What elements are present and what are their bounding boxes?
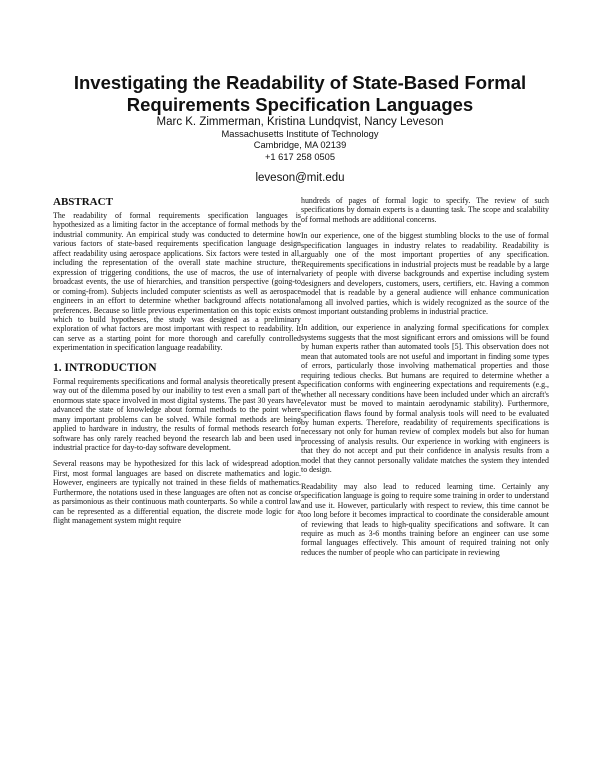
- author-list: Marc K. Zimmerman, Kristina Lundqvist, Nancy Leveson: [156, 116, 444, 128]
- paper-title: [40, 72, 560, 116]
- abstract-paragraph: The readability of formal requirements specification languages is hypothesized as a limiting factor in the acceptance of formal methods by the industrial community. An empirical study was conducted to determine how various factors of state-based requirements specification language design affect readability using aerospace applications. Six factors were tested in all, including the representation of the overall state machine structure, the expression of triggering conditions, the use of macros, the use of internal broadcast events, the use of hierarchies, and transition perspective (going-to or coming-from). Subjects included computer scientists as well as aerospace engineers in an effort to determine whether background affects notational preferences. Because so little previous experimentation on this topic exists on which to build hypotheses, the study was designed as a preliminary exploration of what factors are most important with respect to readability. It can serve as a starting point for more thorough and carefully controlled experimentation in specification language readability.: [53, 211, 301, 353]
- author-email: leveson@mit.edu: [255, 172, 345, 184]
- body-paragraph-4: Readability may also lead to reduced learning time. Certainly any specification language is going to require some training in order to understand and use it. However, particularly with respect to review, this time cannot be too long before it becomes impractical to coordinate the considerable amount of reviewing that leads to high-quality specifications and software. It can require as much as 3-6 months training before an engineer can use some formal languages effectively. This amount of required training not only reduces the number of people who can participate in reviewing: [301, 481, 549, 557]
- abstract-heading: ABSTRACT: [53, 196, 113, 208]
- body-paragraph-3: In addition, our experience in analyzing formal specifications for complex systems suggests that the most significant errors and omissions will be found by human experts rather than automated tools [5]. This observation does not mean that automated tools are not useful and important in finding some types of errors, particularly those involving mathematical properties and those requiring tedious checks. But humans are required to determine whether a specification conforms with engineering expectations and requirements (e.g., whether all necessary conditions have been included under which an aircraft's elevator must be moved to maintain aerodynamic stability). Furthermore, specification flaws found by formal analysis tools will need to be evaluated by human experts. Therefore, readability of requirements specifications is necessary not only for human review of complex models but also for human processing of analysis results. Our experience in working with engineers is that they do not accept and put their confidence in analysis results from a model that they cannot personally validate matches the system they intended to design.: [301, 323, 549, 475]
- affiliation-block: [40, 129, 560, 163]
- left-column: [53, 196, 301, 533]
- affiliation-institution: Massachusetts Institute of Technology: [221, 129, 379, 139]
- right-column: [301, 196, 549, 564]
- title-line-2: Requirements Specification Languages: [126, 94, 474, 115]
- introduction-heading: 1. INTRODUCTION: [53, 361, 157, 374]
- body-paragraph-2: In our experience, one of the biggest stumbling blocks to the use of formal specification languages in industry relates to readability. Readability is arguably one of the most important properties of any specification. Requirements specifications in industrial projects must be readable by a large variety of people with diverse backgrounds and expertise including system designers and developers, customers, users, certifiers, etc. Having a common model that is readable by a general audience will enhance communication among all involved parties, which is widely recognized as the source of the most important outstanding problems in industrial practice.: [301, 231, 549, 316]
- affiliation-phone: +1 617 258 0505: [264, 151, 336, 162]
- title-line-1: Investigating the Readability of State-Based Formal: [73, 72, 527, 93]
- intro-paragraph-2: Several reasons may be hypothesized for this lack of widespread adoption. First, most formal languages are based on discrete mathematics and logic. However, engineers are typically not trained in these fields of mathematics. Furthermore, the notations used in these languages are often not as concise or as parsimonious as their continuous math counterparts. So while a control law can be represented as a differential equation, the discrete mode logic for a flight management system might require: [53, 459, 301, 526]
- intro-paragraph-1: Formal requirements specifications and formal analysis theoretically present a way out of the dilemma posed by our inability to test even a small part of the enormous state space involved in most digital systems. The past 30 years have advanced the state of knowledge about formal methods to the point where many important problems can be solved. While formal methods are being applied to hardware in industry, the results of formal methods research for software has only rarely reached beyond the research lab and been used in industrial practice for day-to-day software development.: [53, 376, 301, 452]
- affiliation-address: Cambridge, MA 02139: [253, 140, 347, 151]
- body-paragraph-1: hundreds of pages of formal logic to specify. The review of such specifications by domain experts is a daunting task. The scope and scalability of formal methods are additional concerns.: [301, 196, 549, 224]
